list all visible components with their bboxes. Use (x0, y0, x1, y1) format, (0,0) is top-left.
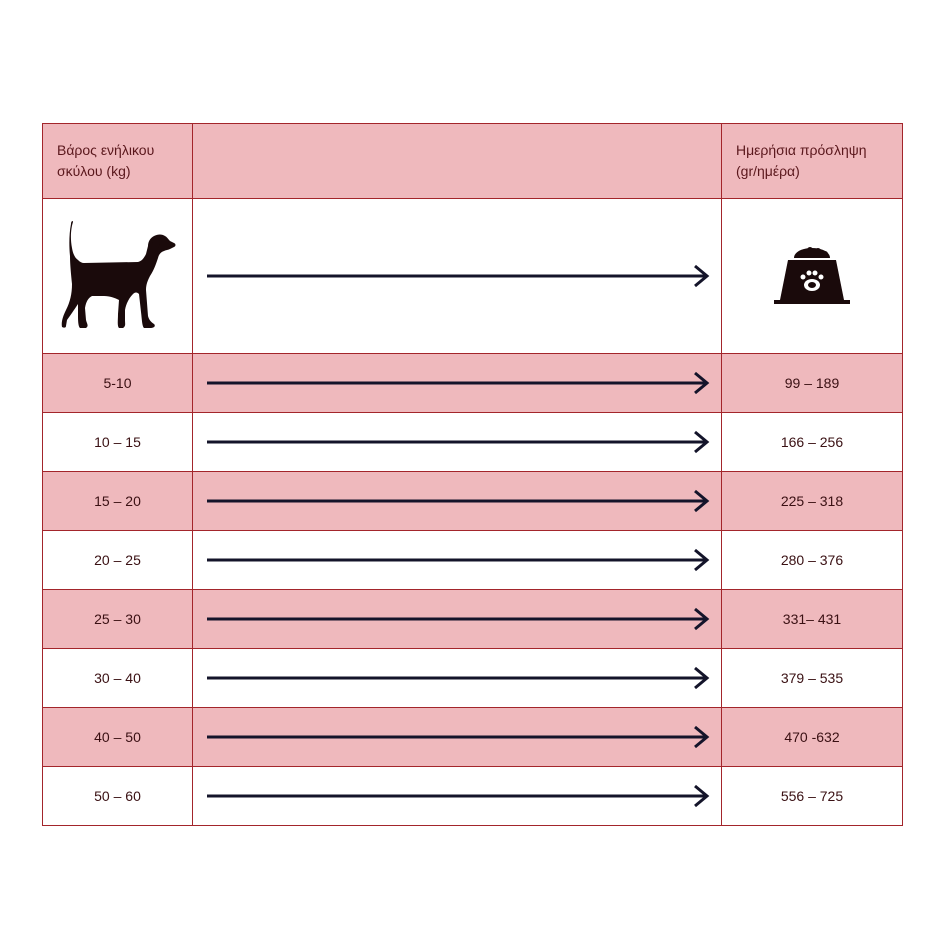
table-row (43, 649, 903, 708)
weight-header-cell (43, 124, 193, 199)
arrow-right-icon (207, 264, 711, 288)
arrow-header-cell (193, 124, 722, 199)
intake-value: 470 -632 (784, 729, 840, 745)
intake-header-label: Ημερήσια πρόσληψη (gr/ημέρα) (736, 142, 867, 179)
food-bowl-icon (772, 244, 852, 308)
arrow-right-icon (207, 371, 711, 395)
table-row (43, 413, 903, 472)
weight-cell (43, 649, 193, 708)
arrow-right-icon (207, 666, 711, 690)
feeding-table (42, 123, 903, 826)
weight-value: 10 – 15 (94, 434, 141, 450)
intake-cell (722, 649, 903, 708)
weight-header-label: Βάρος ενήλικου σκύλου (kg) (57, 142, 155, 179)
arrow-right-icon (207, 607, 711, 631)
weight-cell (43, 413, 193, 472)
intake-value: 280 – 376 (780, 552, 844, 568)
icon-row (43, 199, 903, 354)
arrow-right-icon (207, 784, 711, 808)
intake-cell (722, 767, 903, 826)
weight-value: 50 – 60 (94, 788, 141, 804)
arrow-cell (193, 472, 722, 531)
intake-cell (722, 531, 903, 590)
weight-cell (43, 531, 193, 590)
arrow-cell (193, 767, 722, 826)
arrow-right-icon (207, 548, 711, 572)
arrow-right-icon (207, 489, 711, 513)
weight-cell (43, 354, 193, 413)
table-row (43, 472, 903, 531)
table-row (43, 590, 903, 649)
arrow-cell (193, 354, 722, 413)
intake-value: 556 – 725 (780, 788, 844, 804)
arrow-cell (193, 531, 722, 590)
intake-cell (722, 472, 903, 531)
table-row (43, 767, 903, 826)
dog-icon-cell (43, 199, 193, 354)
weight-cell (43, 708, 193, 767)
weight-cell (43, 590, 193, 649)
table-row (43, 708, 903, 767)
table-row (43, 354, 903, 413)
dog-silhouette-icon (58, 216, 178, 336)
intake-value: 225 – 318 (780, 493, 844, 509)
arrow-right-icon (207, 725, 711, 749)
arrow-cell (193, 649, 722, 708)
weight-value: 40 – 50 (94, 729, 141, 745)
intake-cell (722, 708, 903, 767)
intake-value: 331– 431 (782, 611, 842, 627)
intake-value: 99 – 189 (784, 375, 840, 391)
bowl-icon-cell (722, 199, 903, 354)
weight-value: 20 – 25 (94, 552, 141, 568)
intake-value: 166 – 256 (780, 434, 844, 450)
intake-value: 379 – 535 (780, 670, 844, 686)
intake-header-cell (722, 124, 903, 199)
weight-value: 15 – 20 (94, 493, 141, 509)
weight-cell (43, 472, 193, 531)
arrow-cell (193, 590, 722, 649)
weight-value: 30 – 40 (94, 670, 141, 686)
intake-cell (722, 413, 903, 472)
arrow-cell (193, 708, 722, 767)
icon-row-arrow-cell (193, 199, 722, 354)
intake-cell (722, 590, 903, 649)
weight-value: 25 – 30 (94, 611, 141, 627)
arrow-right-icon (207, 430, 711, 454)
intake-cell (722, 354, 903, 413)
arrow-cell (193, 413, 722, 472)
header-row (43, 124, 903, 199)
weight-value: 5-10 (103, 375, 132, 391)
weight-cell (43, 767, 193, 826)
table-row (43, 531, 903, 590)
